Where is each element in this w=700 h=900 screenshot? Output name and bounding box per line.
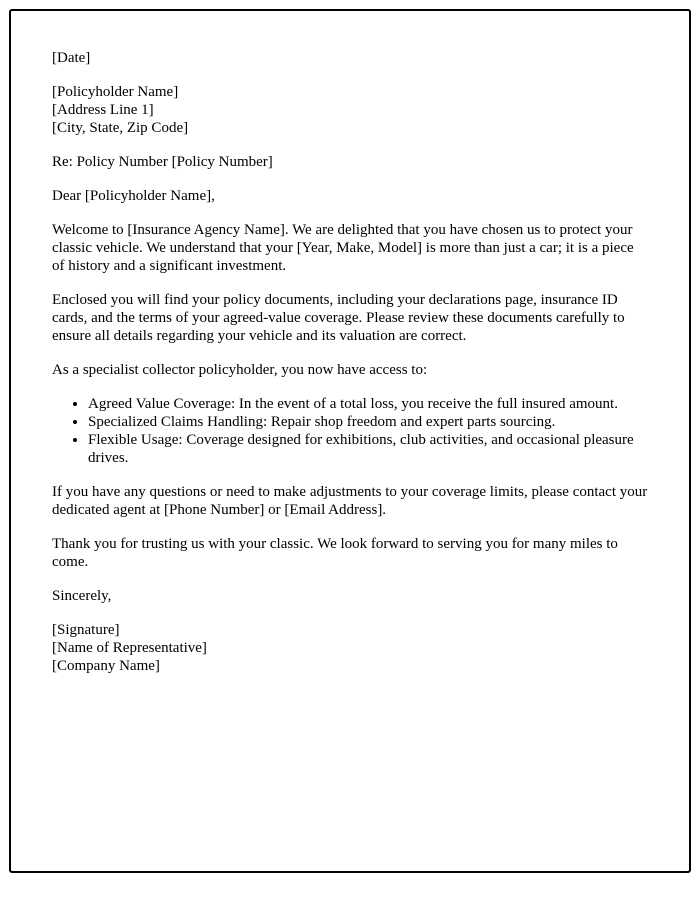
letter-page	[9, 9, 691, 873]
letter-content	[11, 11, 689, 675]
paragraph-enclosed: Enclosed you will find your policy documents, including your declarations page, insurance ID cards, and the terms of your agreed-value coverage. Please review these documents carefully to ensure all details regarding your vehicle and its valuation are correct.	[52, 292, 625, 344]
date-line: [Date]	[52, 50, 91, 66]
benefits-list	[52, 395, 649, 467]
subject-line: Re: Policy Number [Policy Number]	[52, 154, 273, 170]
signature-block	[52, 621, 649, 675]
paragraph-benefits-intro: As a specialist collector policyholder, you now have access to:	[52, 362, 428, 378]
paragraph-questions: If you have any questions or need to make adjustments to your coverage limits, please contact your dedicated agent at [Phone Number] or [Email Address].	[52, 484, 648, 518]
benefit-item-agreed-value: • Agreed Value Coverage: In the event of a total loss, you receive the full insured amount.	[88, 395, 649, 413]
recipient-city-state-zip: [City, State, Zip Code]	[52, 120, 189, 136]
recipient-name: [Policyholder Name]	[52, 84, 179, 100]
benefit-item-flexible-usage: • Flexible Usage: Coverage designed for exhibitions, club activities, and occasional pleasure drives.	[88, 431, 649, 467]
recipient-address-block	[52, 83, 649, 137]
recipient-address-line1: [Address Line 1]	[52, 102, 154, 118]
representative-name: [Name of Representative]	[52, 640, 207, 656]
benefit-item-claims-handling: • Specialized Claims Handling: Repair shop freedom and expert parts sourcing.	[88, 413, 649, 431]
paragraph-welcome: Welcome to [Insurance Agency Name]. We are delighted that you have chosen us to protect your classic vehicle. We understand that your [Year, Make, Model] is more than just a car; it is a piece of history and a significant investment.	[52, 222, 634, 274]
paragraph-thanks: Thank you for trusting us with your classic. We look forward to serving you for many miles to come.	[52, 536, 618, 570]
salutation: Dear [Policyholder Name],	[52, 188, 215, 204]
signature-placeholder: [Signature]	[52, 622, 120, 638]
company-name: [Company Name]	[52, 658, 160, 674]
signoff: Sincerely,	[52, 588, 112, 604]
